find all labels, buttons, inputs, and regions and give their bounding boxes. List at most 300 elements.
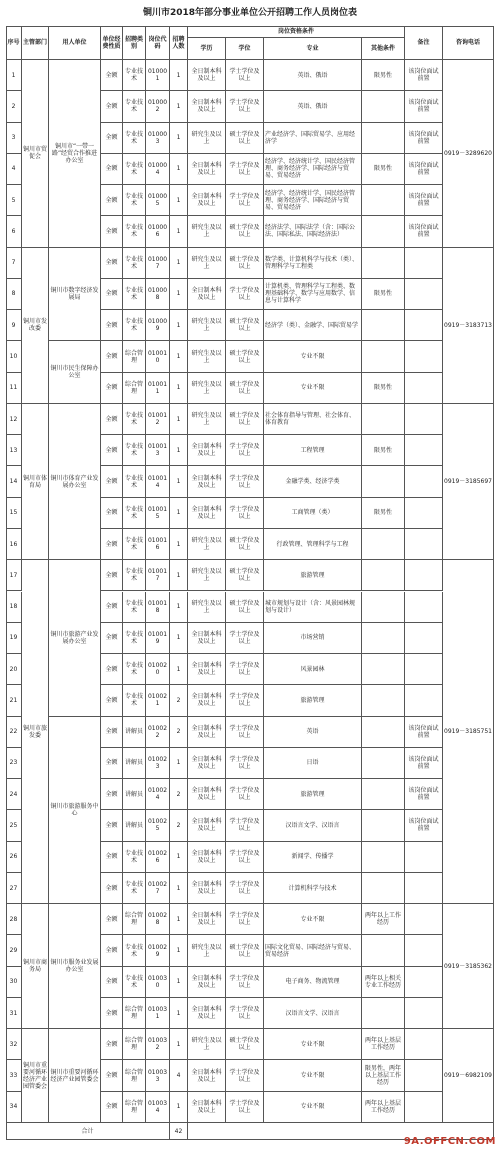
row-degree: 学士学位及以上 [226, 654, 264, 685]
row-code: 010025 [146, 810, 170, 841]
row-note [405, 998, 443, 1029]
row-count: 1 [170, 748, 188, 779]
row-degree: 硕士学位及以上 [226, 341, 264, 372]
row-major: 日语 [264, 748, 362, 779]
unit-cell: 铜川市旅游服务中心 [49, 717, 101, 905]
row-count: 1 [170, 435, 188, 466]
row-count: 1 [170, 842, 188, 873]
row-count: 4 [170, 1060, 188, 1091]
row-funding: 全额 [101, 810, 123, 841]
row-category: 专业技术 [123, 654, 146, 685]
recruitment-table [6, 26, 494, 1140]
row-other [362, 623, 405, 654]
row-code: 010020 [146, 654, 170, 685]
row-category: 综合管理 [123, 904, 146, 935]
row-seq: 5 [6, 185, 22, 216]
dept-cell: 铜川市重要河循环经济产业园管委会 [22, 1029, 49, 1123]
row-major: 金融学类、经济学类 [264, 466, 362, 497]
row-other [362, 935, 405, 966]
row-education: 全日制本科及以上 [188, 654, 226, 685]
row-funding: 全额 [101, 404, 123, 435]
row-major: 英语、俄语 [264, 60, 362, 91]
row-note [405, 279, 443, 310]
unit-cell: 铜川市重要河循环经济产业园管委会 [49, 1029, 101, 1123]
row-degree: 学士学位及以上 [226, 904, 264, 935]
row-category: 综合管理 [123, 1029, 146, 1060]
row-education: 全日制本科及以上 [188, 779, 226, 810]
row-other [362, 592, 405, 623]
row-degree: 硕士学位及以上 [226, 592, 264, 623]
row-seq: 13 [6, 435, 22, 466]
row-major: 旅游管理 [264, 560, 362, 591]
row-degree: 学士学位及以上 [226, 842, 264, 873]
row-funding: 全额 [101, 592, 123, 623]
row-other [362, 685, 405, 716]
row-count: 2 [170, 779, 188, 810]
row-major: 计算机科学与技术 [264, 873, 362, 904]
row-major: 数学类、计算机科学与技术（类）、管理科学与工程类 [264, 248, 362, 279]
row-funding: 全额 [101, 748, 123, 779]
header-other: 其他条件 [362, 38, 405, 60]
row-note: 该岗位面试前置 [405, 91, 443, 122]
row-other [362, 779, 405, 810]
row-count: 2 [170, 717, 188, 748]
row-note [405, 341, 443, 372]
row-category: 专业技术 [123, 498, 146, 529]
row-education: 全日制本科及以上 [188, 810, 226, 841]
row-code: 010004 [146, 154, 170, 185]
row-count: 1 [170, 623, 188, 654]
row-code: 010006 [146, 216, 170, 247]
row-note [405, 1092, 443, 1123]
row-funding: 全额 [101, 935, 123, 966]
row-count: 1 [170, 60, 188, 91]
row-note [405, 592, 443, 623]
row-seq: 24 [6, 779, 22, 810]
row-category: 综合管理 [123, 998, 146, 1029]
row-education: 研究生及以上 [188, 216, 226, 247]
row-category: 综合管理 [123, 1060, 146, 1091]
row-seq: 16 [6, 529, 22, 560]
row-funding: 全额 [101, 185, 123, 216]
row-other: 两年以上相关专业工作经历 [362, 967, 405, 998]
header-education: 学历 [188, 38, 226, 60]
row-major: 新闻学、传播学 [264, 842, 362, 873]
row-count: 1 [170, 310, 188, 341]
row-funding: 全额 [101, 466, 123, 497]
row-other [362, 810, 405, 841]
row-degree: 学士学位及以上 [226, 998, 264, 1029]
row-degree: 学士学位及以上 [226, 717, 264, 748]
row-degree: 硕士学位及以上 [226, 404, 264, 435]
row-count: 1 [170, 248, 188, 279]
row-code: 010021 [146, 685, 170, 716]
dept-cell: 铜川市商务局 [22, 904, 49, 1029]
row-seq: 34 [6, 1092, 22, 1123]
row-other: 限男性 [362, 154, 405, 185]
row-education: 全日制本科及以上 [188, 279, 226, 310]
row-other [362, 310, 405, 341]
row-count: 1 [170, 998, 188, 1029]
row-count: 1 [170, 654, 188, 685]
page-title: 铜川市2018年部分事业单位公开招聘工作人员岗位表 [142, 8, 358, 18]
row-other [362, 717, 405, 748]
row-major: 市场营销 [264, 623, 362, 654]
row-code: 010014 [146, 466, 170, 497]
row-note: 该岗位面试前置 [405, 123, 443, 154]
row-category: 专业技术 [123, 466, 146, 497]
row-degree: 学士学位及以上 [226, 498, 264, 529]
row-count: 1 [170, 1092, 188, 1123]
row-code: 010032 [146, 1029, 170, 1060]
row-major: 英语 [264, 717, 362, 748]
row-major: 专业不限 [264, 341, 362, 372]
row-count: 1 [170, 341, 188, 372]
row-funding: 全额 [101, 1060, 123, 1091]
row-seq: 9 [6, 310, 22, 341]
row-funding: 全额 [101, 435, 123, 466]
row-note [405, 248, 443, 279]
row-other [362, 341, 405, 372]
row-note: 该岗位面试前置 [405, 748, 443, 779]
row-other [362, 466, 405, 497]
row-education: 全日制本科及以上 [188, 498, 226, 529]
row-education: 全日制本科及以上 [188, 91, 226, 122]
row-note [405, 623, 443, 654]
row-funding: 全额 [101, 779, 123, 810]
row-code: 010008 [146, 279, 170, 310]
row-other: 限男性 [362, 279, 405, 310]
row-code: 010013 [146, 435, 170, 466]
row-seq: 12 [6, 404, 22, 435]
row-code: 010003 [146, 123, 170, 154]
row-category: 讲解员 [123, 717, 146, 748]
row-category: 专业技术 [123, 623, 146, 654]
row-count: 1 [170, 404, 188, 435]
row-degree: 学士学位及以上 [226, 279, 264, 310]
row-note [405, 1029, 443, 1060]
header-count: 招聘人数 [170, 26, 188, 60]
row-degree: 硕士学位及以上 [226, 560, 264, 591]
row-other: 限男性 [362, 498, 405, 529]
row-code: 010010 [146, 341, 170, 372]
row-funding: 全额 [101, 998, 123, 1029]
row-education: 研究生及以上 [188, 560, 226, 591]
row-code: 010005 [146, 185, 170, 216]
row-education: 研究生及以上 [188, 123, 226, 154]
row-code: 010016 [146, 529, 170, 560]
header-major: 专业 [264, 38, 362, 60]
row-code: 010015 [146, 498, 170, 529]
row-count: 1 [170, 216, 188, 247]
row-degree: 学士学位及以上 [226, 623, 264, 654]
row-category: 专业技术 [123, 91, 146, 122]
row-degree: 硕士学位及以上 [226, 529, 264, 560]
row-other [362, 529, 405, 560]
row-category: 专业技术 [123, 279, 146, 310]
row-category: 专业技术 [123, 154, 146, 185]
row-funding: 全额 [101, 123, 123, 154]
row-count: 1 [170, 466, 188, 497]
row-seq: 6 [6, 216, 22, 247]
phone-cell: 0919－3185362 [443, 904, 494, 1029]
row-degree: 学士学位及以上 [226, 185, 264, 216]
row-funding: 全额 [101, 91, 123, 122]
row-note: 该岗位面试前置 [405, 154, 443, 185]
row-education: 全日制本科及以上 [188, 466, 226, 497]
row-degree: 硕士学位及以上 [226, 123, 264, 154]
row-code: 010022 [146, 717, 170, 748]
dept-cell: 铜川市发改委 [22, 248, 49, 404]
row-note [405, 373, 443, 404]
row-note [405, 842, 443, 873]
row-degree: 硕士学位及以上 [226, 248, 264, 279]
row-count: 1 [170, 123, 188, 154]
row-code: 010026 [146, 842, 170, 873]
row-seq: 30 [6, 967, 22, 998]
row-seq: 17 [6, 560, 22, 591]
row-seq: 22 [6, 717, 22, 748]
row-other: 两年以上工作经历 [362, 904, 405, 935]
row-education: 全日制本科及以上 [188, 998, 226, 1029]
row-count: 1 [170, 904, 188, 935]
row-seq: 21 [6, 685, 22, 716]
row-other [362, 998, 405, 1029]
row-education: 全日制本科及以上 [188, 435, 226, 466]
row-note: 该岗位面试前置 [405, 810, 443, 841]
row-seq: 10 [6, 341, 22, 372]
row-count: 1 [170, 279, 188, 310]
row-other: 限男性 [362, 373, 405, 404]
row-degree: 硕士学位及以上 [226, 216, 264, 247]
row-education: 全日制本科及以上 [188, 60, 226, 91]
row-note [405, 873, 443, 904]
row-funding: 全额 [101, 248, 123, 279]
row-note [405, 310, 443, 341]
row-education: 研究生及以上 [188, 592, 226, 623]
row-other [362, 91, 405, 122]
row-education: 全日制本科及以上 [188, 623, 226, 654]
row-major: 工程管理 [264, 435, 362, 466]
unit-cell: 铜川市旅游产业发展办公室 [49, 560, 101, 716]
row-major: 行政管理、管理科学与工程 [264, 529, 362, 560]
row-category: 综合管理 [123, 341, 146, 372]
unit-cell: 铜川市体育产业发展办公室 [49, 404, 101, 560]
row-education: 全日制本科及以上 [188, 1092, 226, 1123]
header-code: 岗位代码 [146, 26, 170, 60]
row-funding: 全额 [101, 529, 123, 560]
row-seq: 7 [6, 248, 22, 279]
row-major: 国际文化贸易、国际经济与贸易、贸易经济 [264, 935, 362, 966]
row-seq: 33 [6, 1060, 22, 1091]
row-category: 讲解员 [123, 748, 146, 779]
row-note: 该岗位面试前置 [405, 216, 443, 247]
row-education: 全日制本科及以上 [188, 967, 226, 998]
row-category: 专业技术 [123, 404, 146, 435]
row-funding: 全额 [101, 623, 123, 654]
row-degree: 学士学位及以上 [226, 779, 264, 810]
row-category: 讲解员 [123, 779, 146, 810]
row-count: 1 [170, 967, 188, 998]
row-major: 电子商务、物流管理 [264, 967, 362, 998]
row-other [362, 748, 405, 779]
row-funding: 全额 [101, 717, 123, 748]
row-education: 研究生及以上 [188, 404, 226, 435]
row-major: 风景园林 [264, 654, 362, 685]
row-count: 1 [170, 873, 188, 904]
row-count: 1 [170, 935, 188, 966]
row-category: 专业技术 [123, 935, 146, 966]
row-seq: 14 [6, 466, 22, 497]
row-category: 专业技术 [123, 185, 146, 216]
header-seq: 序号 [6, 26, 22, 60]
dept-cell: 铜川市贸促会 [22, 60, 49, 248]
row-funding: 全额 [101, 1092, 123, 1123]
row-education: 全日制本科及以上 [188, 873, 226, 904]
row-code: 010024 [146, 779, 170, 810]
row-seq: 20 [6, 654, 22, 685]
row-education: 全日制本科及以上 [188, 842, 226, 873]
header-unit: 用人单位 [49, 26, 101, 60]
row-code: 010009 [146, 310, 170, 341]
row-major: 产业经济学、国际贸易学、应用经济学 [264, 123, 362, 154]
row-funding: 全额 [101, 1029, 123, 1060]
unit-cell: 铜川市数字经济发展局 [49, 248, 101, 342]
row-code: 010027 [146, 873, 170, 904]
row-major: 经济法学、国际法学（含：国际公法、国际私法、国际经济法） [264, 216, 362, 247]
row-education: 全日制本科及以上 [188, 904, 226, 935]
row-category: 综合管理 [123, 373, 146, 404]
unit-cell: 铜川市民生保障办公室 [49, 341, 101, 404]
row-seq: 26 [6, 842, 22, 873]
row-note [405, 435, 443, 466]
row-note [405, 904, 443, 935]
row-code: 010030 [146, 967, 170, 998]
watermark: 9A.OFFCN.COM [403, 1136, 496, 1147]
row-major: 旅游管理 [264, 685, 362, 716]
row-degree: 硕士学位及以上 [226, 1029, 264, 1060]
row-other: 限男性 [362, 60, 405, 91]
row-seq: 11 [6, 373, 22, 404]
row-funding: 全额 [101, 685, 123, 716]
row-major: 经济学、经济统计学、国民经济管理、商务经济学、国际经济与贸易、贸易经济 [264, 154, 362, 185]
row-degree: 学士学位及以上 [226, 435, 264, 466]
row-category: 专业技术 [123, 560, 146, 591]
row-category: 专业技术 [123, 529, 146, 560]
row-seq: 28 [6, 904, 22, 935]
row-other: 限男性，两年以上基层工作经历 [362, 1060, 405, 1091]
row-category: 专业技术 [123, 60, 146, 91]
row-funding: 全额 [101, 341, 123, 372]
row-education: 研究生及以上 [188, 341, 226, 372]
row-seq: 25 [6, 810, 22, 841]
row-seq: 32 [6, 1029, 22, 1060]
row-category: 专业技术 [123, 685, 146, 716]
row-category: 专业技术 [123, 435, 146, 466]
row-other [362, 216, 405, 247]
row-major: 旅游管理 [264, 779, 362, 810]
row-count: 1 [170, 592, 188, 623]
row-code: 010034 [146, 1092, 170, 1123]
unit-cell: 铜川市服务业发展办公室 [49, 904, 101, 1029]
row-other: 两年以上基层工作经历 [362, 1092, 405, 1123]
row-degree: 学士学位及以上 [226, 1092, 264, 1123]
row-degree: 硕士学位及以上 [226, 935, 264, 966]
row-seq: 2 [6, 91, 22, 122]
row-note: 该岗位面试前置 [405, 185, 443, 216]
row-major: 专业不限 [264, 1029, 362, 1060]
row-note: 该岗位面试前置 [405, 60, 443, 91]
dept-cell: 铜川市旅发委 [22, 560, 49, 904]
phone-cell: 0919－3183713 [443, 248, 494, 404]
row-category: 专业技术 [123, 967, 146, 998]
row-other [362, 404, 405, 435]
row-seq: 23 [6, 748, 22, 779]
row-degree: 学士学位及以上 [226, 810, 264, 841]
row-note [405, 560, 443, 591]
row-funding: 全额 [101, 279, 123, 310]
row-other [362, 123, 405, 154]
row-other: 限男性 [362, 435, 405, 466]
row-major: 计算机类、管理科学与工程类、数理基础科学、数学与应用数学、信息与计算科学 [264, 279, 362, 310]
row-count: 1 [170, 529, 188, 560]
row-education: 研究生及以上 [188, 248, 226, 279]
row-count: 1 [170, 91, 188, 122]
row-category: 专业技术 [123, 873, 146, 904]
row-note [405, 685, 443, 716]
header-qualifications: 岗位资格条件 [188, 26, 405, 38]
row-note [405, 466, 443, 497]
row-degree: 学士学位及以上 [226, 748, 264, 779]
row-note: 该岗位面试前置 [405, 779, 443, 810]
row-other [362, 654, 405, 685]
row-other [362, 560, 405, 591]
row-code: 010023 [146, 748, 170, 779]
row-education: 全日制本科及以上 [188, 1060, 226, 1091]
row-funding: 全额 [101, 373, 123, 404]
row-education: 全日制本科及以上 [188, 717, 226, 748]
row-code: 010018 [146, 592, 170, 623]
row-code: 010012 [146, 404, 170, 435]
row-degree: 学士学位及以上 [226, 873, 264, 904]
row-education: 全日制本科及以上 [188, 154, 226, 185]
row-education: 研究生及以上 [188, 1029, 226, 1060]
row-count: 1 [170, 185, 188, 216]
row-other: 两年以上基层工作经历 [362, 1029, 405, 1060]
row-other [362, 248, 405, 279]
row-degree: 学士学位及以上 [226, 154, 264, 185]
row-other [362, 873, 405, 904]
row-education: 全日制本科及以上 [188, 748, 226, 779]
row-code: 010017 [146, 560, 170, 591]
phone-cell: 0919－6982109 [443, 1029, 494, 1123]
row-degree: 学士学位及以上 [226, 685, 264, 716]
unit-cell: 铜川市“一带一路”经贸合作推进办公室 [49, 60, 101, 248]
row-seq: 31 [6, 998, 22, 1029]
row-seq: 1 [6, 60, 22, 91]
row-seq: 8 [6, 279, 22, 310]
total-count: 42 [170, 1123, 188, 1140]
row-degree: 硕士学位及以上 [226, 310, 264, 341]
row-degree: 学士学位及以上 [226, 1060, 264, 1091]
row-seq: 19 [6, 623, 22, 654]
row-education: 研究生及以上 [188, 529, 226, 560]
row-note [405, 404, 443, 435]
row-note [405, 967, 443, 998]
row-count: 1 [170, 498, 188, 529]
row-major: 专业不限 [264, 904, 362, 935]
row-count: 2 [170, 685, 188, 716]
